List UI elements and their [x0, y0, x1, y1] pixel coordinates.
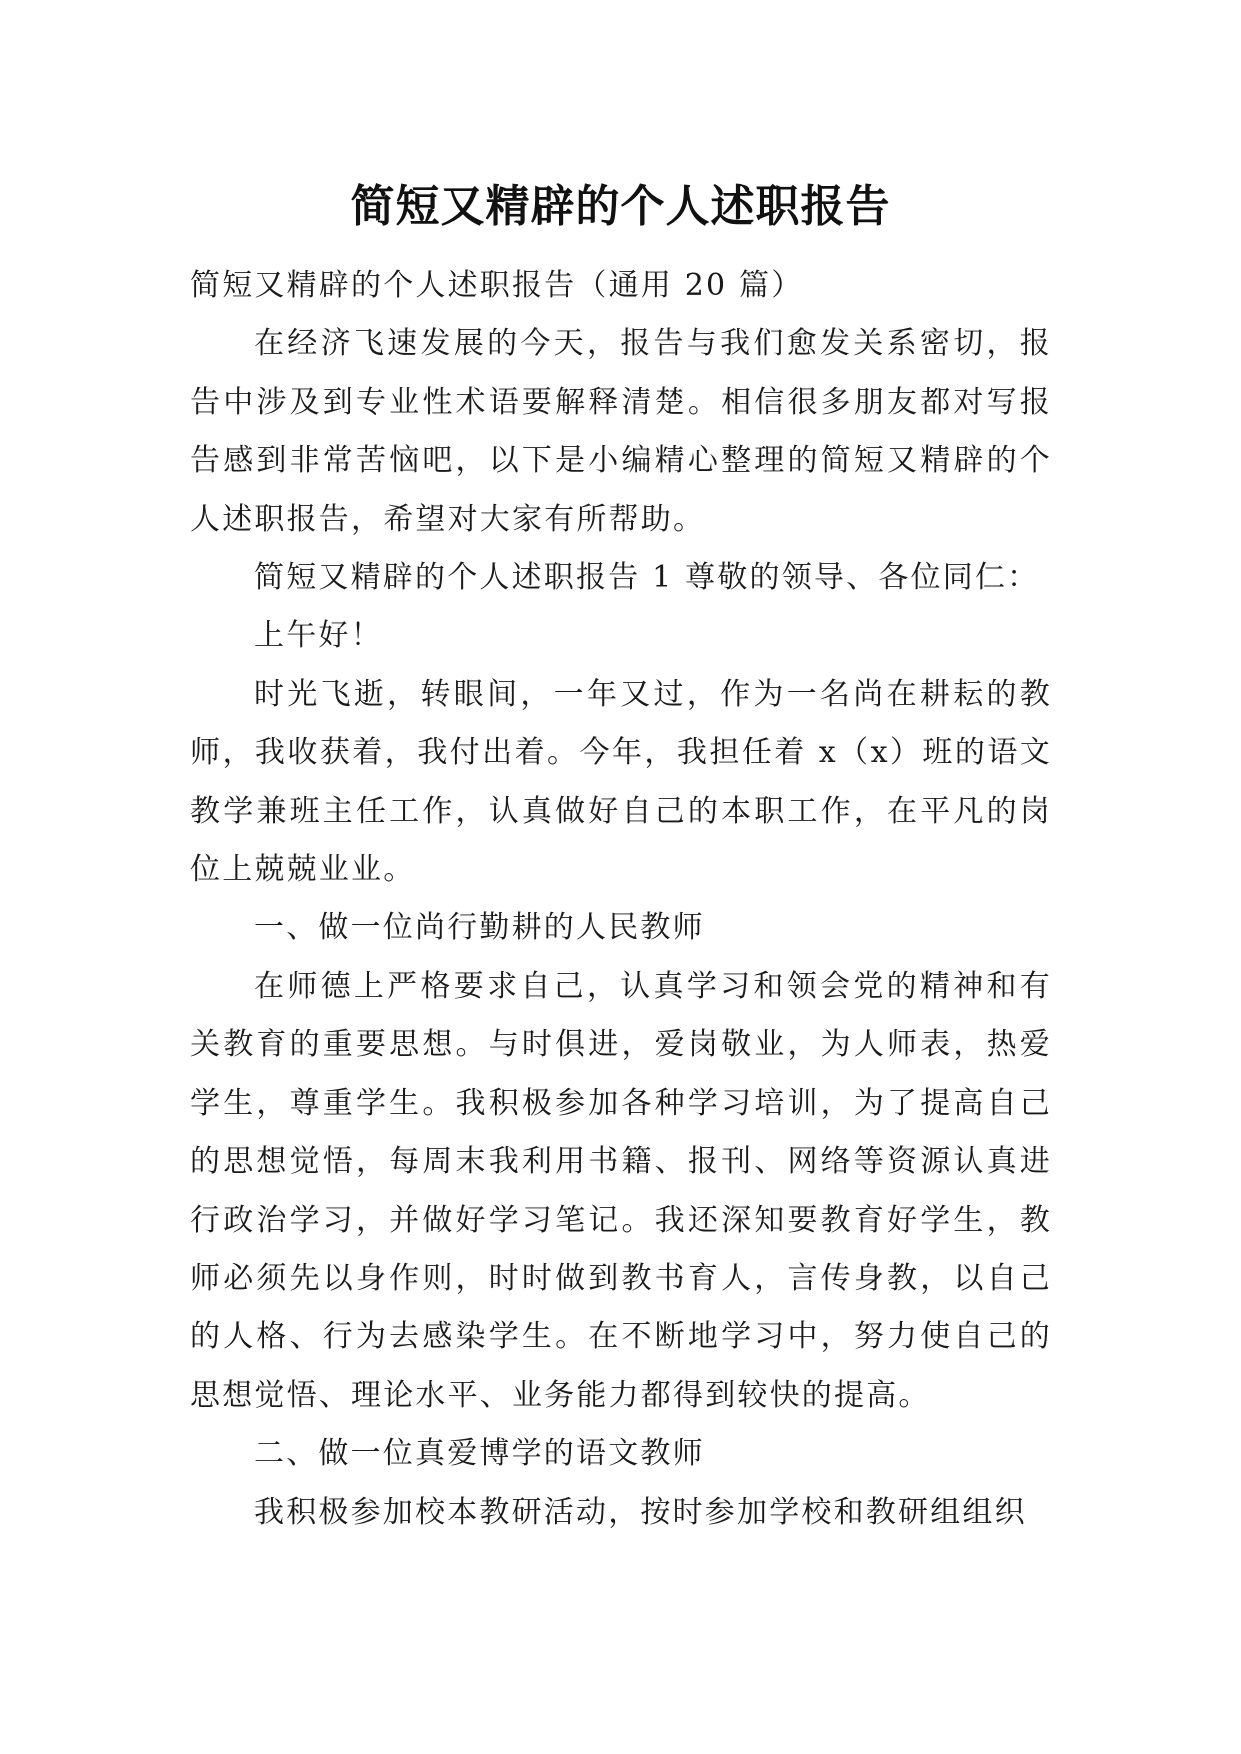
- document-body: [190, 257, 1052, 1542]
- body-paragraph: 我积极参加校本教研活动，按时参加学校和教研组组织: [254, 1494, 1027, 1530]
- report-heading: 简短又精辟的个人述职报告 1 尊敬的领导、各位同仁：: [254, 560, 1040, 596]
- body-paragraph: 时光飞逝，转眼间，一年又过，作为一名尚在耕耘的教师，我收获着，我付出着。今年，我担任着 x（x）班的语文教学兼班主任工作，认真做好自己的本职工作，在平凡的岗位上兢兢业业。: [190, 676, 1052, 888]
- section-heading: 二、做一位真爱博学的语文教师: [254, 1436, 705, 1472]
- document-subtitle: 简短又精辟的个人述职报告（通用 20 篇）: [190, 268, 804, 303]
- document-title: 简短又精辟的个人述职报告: [350, 181, 891, 233]
- section-heading: 一、做一位尚行勤耕的人民教师: [254, 910, 705, 946]
- intro-paragraph: 在经济飞速发展的今天，报告与我们愈发关系密切，报告中涉及到专业性术语要解释清楚。相信很多朋友都对写报告感到非常苦恼吧，以下是小编精心整理的简短又精辟的个人述职报告，希望对大家有所帮助。: [190, 326, 1052, 537]
- body-paragraph: 在师德上严格要求自己，认真学习和领会党的精神和有关教育的重要思想。与时俱进，爱岗敬业，为人师表，热爱学生，尊重学生。我积极参加各种学习培训，为了提高自己的思想觉悟，每周末我利用书籍、报刊、网络等资源认真进行政治学习，并做好学习笔记。我还深知要教育好学生，教师必须先以身作则，时时做到教书育人，言传身教，以自己的人格、行为去感染学生。在不断地学习中，努力使自己的思想觉悟、理论水平、业务能力都得到较快的提高。: [190, 968, 1052, 1413]
- greeting: 上午好！: [254, 618, 383, 654]
